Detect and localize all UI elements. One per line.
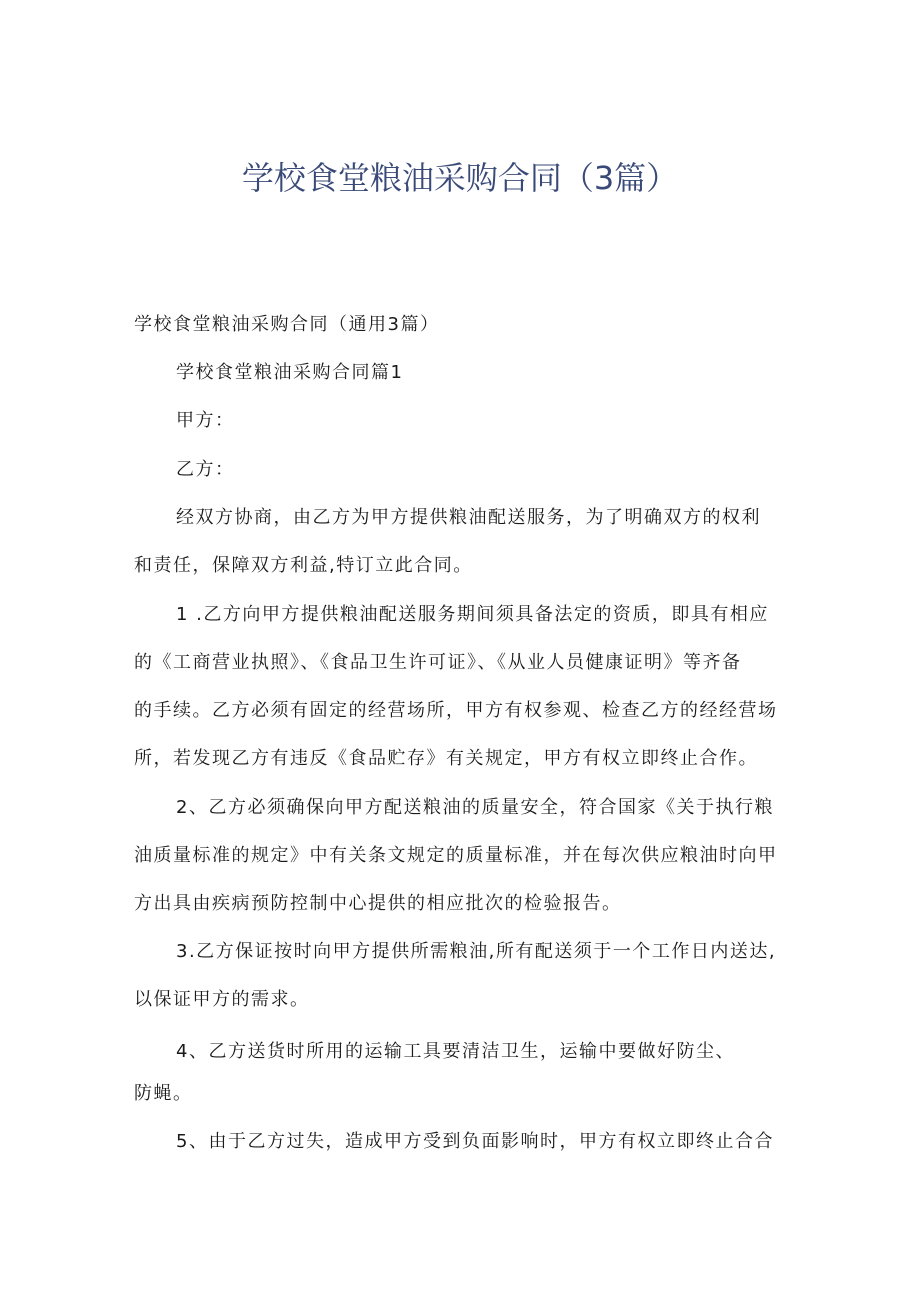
paragraph-line: 的手续。乙方必须有固定的经营场所，甲方有权参观、检查乙方的经经营场 <box>134 700 778 721</box>
paragraph-line: 以保证甲方的需求。 <box>134 989 310 1010</box>
paragraph-line: 防蝇。 <box>134 1083 193 1104</box>
document-subtitle: 学校食堂粮油采购合同（通用3篇） <box>134 314 440 335</box>
paragraph-line: 1 .乙方向甲方提供粮油配送服务期间须具备法定的资质，即具有相应 <box>176 604 769 625</box>
party-b-label: 乙方： <box>176 459 235 480</box>
paragraph-line: 和责任，保障双方利益,特订立此合同。 <box>134 555 473 576</box>
paragraph-line: 方出具由疾病预防控制中心提供的相应批次的检验报告。 <box>134 893 622 914</box>
contract-paragraph-intro <box>134 499 794 585</box>
paragraph-line: 3.乙方保证按时向甲方提供所需粮油,所有配送须于一个工作日内送达, <box>176 941 777 962</box>
document-title: 学校食堂粮油采购合同（3篇） <box>241 159 679 197</box>
paragraph-line: 2、乙方必须确保向甲方配送粮油的质量安全，符合国家《关于执行粮 <box>176 797 774 818</box>
section-heading: 学校食堂粮油采购合同篇1 <box>176 362 404 383</box>
contract-clause-1 <box>134 596 794 778</box>
paragraph-line: 油质量标准的规定》中有关条文规定的质量标准，并在每次供应粮油时向甲 <box>134 845 778 866</box>
contract-clause-2 <box>134 789 794 923</box>
contract-clause-4 <box>134 1033 794 1113</box>
paragraph-line: 所，若发现乙方有违反《食品贮存》有关规定，甲方有权立即终止合作。 <box>134 748 758 769</box>
contract-clause-3 <box>134 933 794 1019</box>
paragraph-line: 经双方协商，由乙方为甲方提供粮油配送服务，为了明确双方的权利 <box>176 507 761 528</box>
paragraph-line: 的《工商营业执照》、《食品卫生许可证》、《从业人员健康证明》等齐备 <box>134 652 742 673</box>
paragraph-line: 5、由于乙方过失，造成甲方受到负面影响时，甲方有权立即终止合合 <box>176 1131 774 1152</box>
paragraph-line: 4、乙方送货时所用的运输工具要清洁卫生，运输中要做好防尘、 <box>176 1041 735 1062</box>
party-a-label: 甲方： <box>176 410 235 431</box>
contract-clause-5 <box>134 1123 794 1161</box>
